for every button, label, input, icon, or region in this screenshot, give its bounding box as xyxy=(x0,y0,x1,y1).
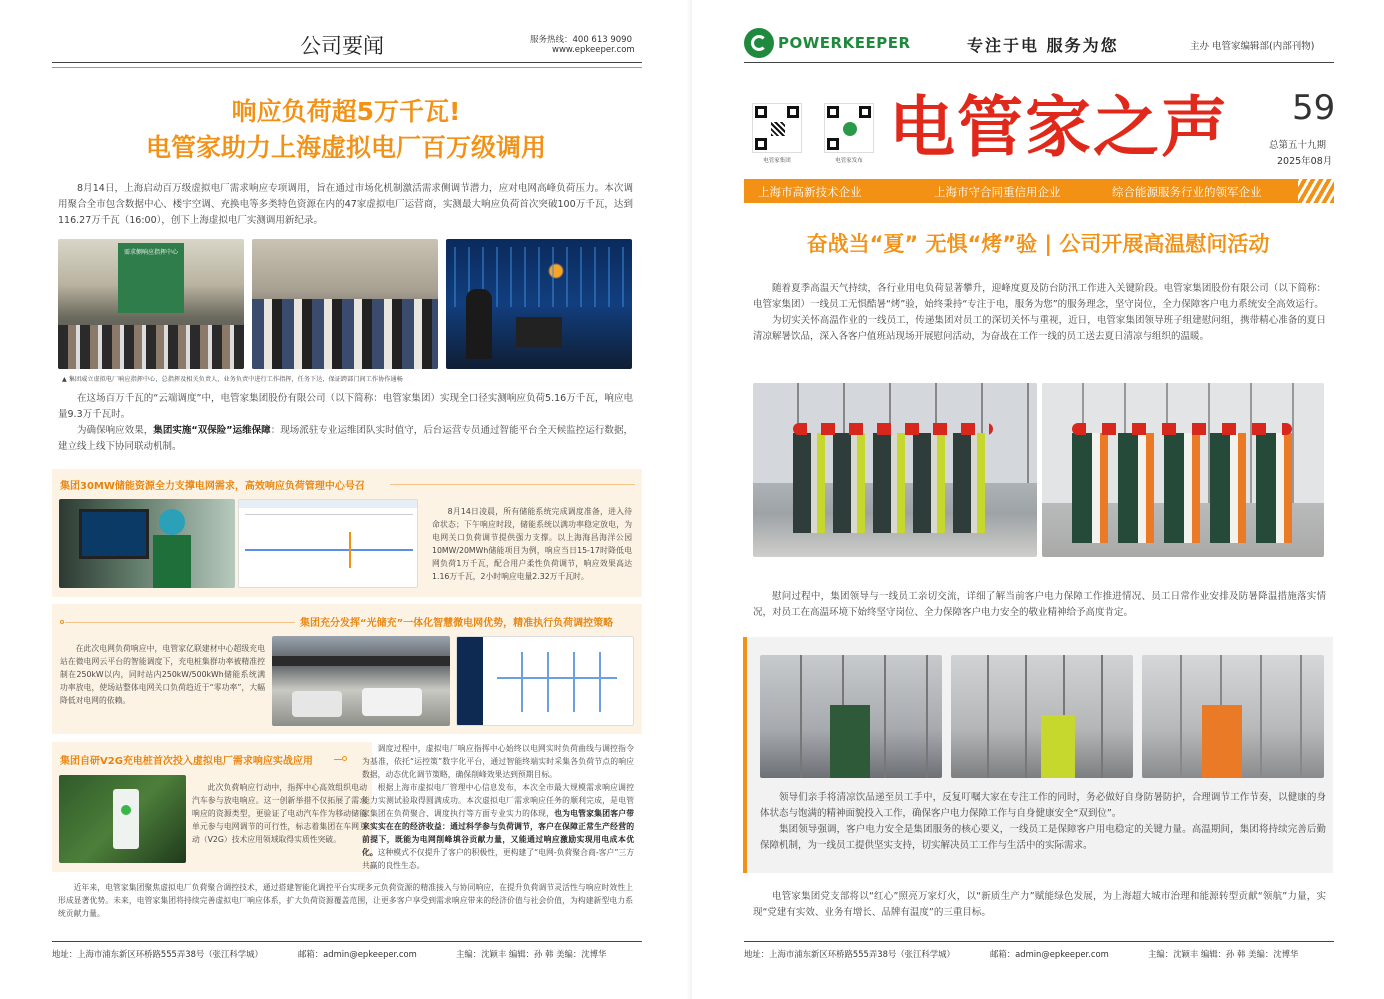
article-headline: 奋战当“夏” 无惧“烤”验 | 公司开展高温慰问活动 xyxy=(806,232,1270,256)
operator-photo xyxy=(59,499,235,588)
article-paragraph-5: 集团领导强调，客户电力安全是集团服务的核心要义，一线员工是保障客户用电稳定的关键力量。高温期间，集团将持续完善后勤保障机制，为一线员工提供坚实支持，切实解决员工工作与生活中的实际需求。 xyxy=(760,824,1326,851)
issue-total: 总第五十九期 xyxy=(1269,140,1327,151)
publisher: 主办 电管家编辑部(内部刊物) xyxy=(1190,41,1315,52)
charging-station-photo xyxy=(272,636,450,726)
issue-date: 2025年08月 xyxy=(1277,156,1333,167)
v2g-charger-photo xyxy=(59,775,186,863)
command-center-photo-3 xyxy=(446,239,632,369)
right-col-paragraph-2: 根据上海市虚拟电厂管理中心信息发布，本次全市最大规模需求响应调控能力实测试验取得圆满成功。本次虚拟电厂需求响应任务的顺利完成，是电管家集团在负荷聚合、调度执行等方面专业实力的体现，也为电管家集团客户带来实实在在的经济收益：通过科学参与负荷调节，客户在保障正常生产经营的前提下，既能为电网削峰填谷贡献力量，又能通过响应激励实现用电成本优化。这种模式不仅提升了客户的积极性，更构建了“电网-负荷聚合商-客户”三方共赢的良性生态。 xyxy=(362,783,635,870)
qr-code-icon xyxy=(824,103,874,153)
headline-line2: 电管家助力上海虚拟电厂百万级调用 xyxy=(145,133,546,162)
footer-address: 地址：上海市浦东新区环桥路555弄38号（张江科学城） xyxy=(744,949,955,959)
section-title: 公司要闻 xyxy=(300,34,384,58)
workers-photo-3 xyxy=(1142,655,1324,778)
footer-address: 地址：上海市浦东新区环桥路555弄38号（张江科学城） xyxy=(52,949,263,959)
section-3-text: 此次负荷响应行动中，指挥中心高效组织电动汽车参与放电响应。这一创新举措不仅拓展了需求响应的资源类型，更验证了电动汽车作为移动储能单元参与电网调节的可行性，标志着集团在车网互动（V2G）技术应用领域取得实质性突破。 xyxy=(192,783,367,844)
workers-photo-1 xyxy=(760,655,942,778)
right-page xyxy=(692,0,1384,999)
qr-code-2-label: 电管家发布 xyxy=(835,158,863,164)
banner-item: 上海市高新技术企业 xyxy=(758,185,862,199)
issue-number: 59 xyxy=(1292,88,1336,128)
footer-editors: 主编：沈颖丰 编辑：孙 韩 美编：沈博华 xyxy=(456,949,607,959)
visit-group-photo-2 xyxy=(1042,383,1324,557)
article-paragraph-4: 领导们亲手将清凉饮品递至员工手中，反复叮嘱大家在专注工作的同时，务必做好自身防暑防护，合理调节工作节奏，以健康的身体状态与饱满的精神面貌投入工作，确保客户电力保障工作与自身健康安全“双到位”。 xyxy=(760,792,1326,819)
command-center-photo-2 xyxy=(252,239,438,369)
photo-caption: ▲ 集团威立虚拟电厂响应指挥中心，总指挥及相关负责人，业务负责中进行工作指挥，任务下达，保证跨部门间工作协作通畅 xyxy=(62,376,403,383)
paragraph-3: 为确保响应效果，集团实施“双保险”运维保障：现场派驻专业运维团队实时值守，后台运营专员通过智能平台全天候监控运行数据，建立线上线下协同联动机制。 xyxy=(58,425,633,452)
brand-name: POWERKEEPER xyxy=(778,34,911,52)
banner-item: 综合能源服务行业的领军企业 xyxy=(1112,185,1262,199)
right-col-paragraph-1: 调度过程中，虚拟电厂响应指挥中心始终以电网实时负荷曲线与调控指令为基准，依托“运控策”数字化平台，通过智能终端实时采集各负荷节点的响应数据，动态优化调节策略，确保削峰效果达到预期目标。 xyxy=(362,744,634,779)
command-center-photo-1 xyxy=(58,239,244,369)
article-paragraph-3: 慰问过程中，集团领导与一线员工亲切交流，详细了解当前客户电力保障工作推进情况、员工日常作业安排及防暑降温措施落实情况，对员工在高温环境下始终坚守岗位、全力保障客户电力安全的敬业精神给予高度肯定。 xyxy=(753,591,1326,618)
website: www.epkeeper.com xyxy=(552,45,635,55)
microgrid-diagram xyxy=(456,636,634,726)
masthead: 电管家之声 xyxy=(889,89,1229,166)
screen-banner: 需求侧响应指挥中心 xyxy=(123,249,178,256)
slogan: 专注于电 服务为您 xyxy=(967,36,1119,55)
section-2-text: 在此次电网负荷响应中，电管家亿联建材中心超级充电站在微电网云平台的智能调度下，充电桩集群功率被精准控制在250kW以内，同时站内250kW/500kWh储能系统满功率放电，使场站整体电网关口负荷趋近于“零功率”，大幅降低对电网的依赖。 xyxy=(60,644,265,705)
footer-email: 邮箱：admin@epkeeper.com xyxy=(298,949,417,959)
article-paragraph-1: 随着夏季高温天气持续，各行业用电负荷显著攀升，迎峰度夏及防台防汛工作进入关键阶段。电管家集团股份有限公司（以下简称：电管家集团）一线员工无惧酷暑“烤”验，始终秉持“专注于电，服务为您”的服务理念，坚守岗位，全力保障客户电力系统安全高效运行。 xyxy=(753,283,1326,310)
article-paragraph-2: 为切实关怀高温作业的一线员工，传递集团对员工的深切关怀与重视，近日，电管家集团领导班子组建慰问组，携带精心准备的夏日清凉解暑饮品，深入各客户值班站现场开展慰问活动，为奋战在工作一线的员工送去夏日清凉与组织的温暖。 xyxy=(753,315,1326,342)
footer-editors: 主编：沈颖丰 编辑：孙 韩 美编：沈博华 xyxy=(1148,949,1299,959)
closing-paragraph: 近年来，电管家集团聚焦虚拟电厂负荷聚合调控技术，通过搭建智能化调控平台实现多元负荷资源的精准接入与协同响应，在提升负荷调节灵活性与响应时效性上形成显著优势。未来，电管家集团将持续完善虚拟电厂响应体系，扩大负荷资源覆盖范围，让更多客户享受到需求响应带来的经济价值与社会价值，为构建新型电力系统贡献力量。 xyxy=(58,883,633,918)
qr-code-1-label: 电管家集团 xyxy=(763,158,791,164)
service-hotline: 服务热线：400 613 9090 xyxy=(530,35,632,45)
intro-paragraph: 8月14日，上海启动百万级虚拟电厂需求响应专项调用，旨在通过市场化机制激活需求侧调节潜力，应对电网高峰负荷压力。本次调用聚合全市包含数据中心、楼宇空调、充换电等多类特色资源在内的47家虚拟电厂运营商，实测最大响应负荷首次突破100万千瓦，达到116.27万千瓦（16:00），创下上海虚拟电厂实测调用新纪录。 xyxy=(58,183,633,226)
paragraph-2: 在这场百万千瓦的“云端调度”中，电管家集团股份有限公司（以下简称：电管家集团）实现全口径实测响应负荷5.16万千瓦，响应电量9.3万千瓦时。 xyxy=(58,393,633,420)
visit-group-photo-1 xyxy=(753,383,1037,557)
banner-item: 上海市守合同重信用企业 xyxy=(934,185,1061,199)
article-paragraph-6: 电管家集团党支部将以“红心”照亮万家灯火，以“新质生产力”赋能绿色发展，为上海超大城市治理和能源转型贡献“领航”力量，实现“党建有实效、业务有增长、品牌有温度”的三重目标。 xyxy=(753,891,1326,918)
section-1-text: 8月14日凌晨，所有储能系统完成调度准备，进入待命状态；下午响应时段，储能系统以满功率稳定放电，为电网关口负荷调节提供强力支撑。以上海海昌海洋公园10MW/20MWh储能项目为例，响应当日15-17时降低电网负荷1万千瓦，配合用户柔性负荷调节，响应效果高达1.16万千瓦，2小时响应电量2.32万千瓦时。 xyxy=(432,507,632,581)
headline-line1: 响应负荷超5万千瓦! xyxy=(231,97,461,126)
footer-email: 邮箱：admin@epkeeper.com xyxy=(990,949,1109,959)
qr-code-icon xyxy=(752,103,802,153)
section-3-title: 集团自研V2G充电桩首次投入虚拟电厂需求响应实战应用 xyxy=(60,756,313,767)
section-2-title: 集团充分发挥“光储充”一体化智慧微电网优势，精准执行负荷调控策略 xyxy=(300,618,614,629)
workers-photo-2 xyxy=(951,655,1133,778)
section-1-title: 集团30MW储能资源全力支撑电网需求，高效响应负荷管理中心号召 xyxy=(60,481,365,492)
brand-logo-icon xyxy=(744,28,774,58)
dashboard-screenshot xyxy=(238,499,418,588)
